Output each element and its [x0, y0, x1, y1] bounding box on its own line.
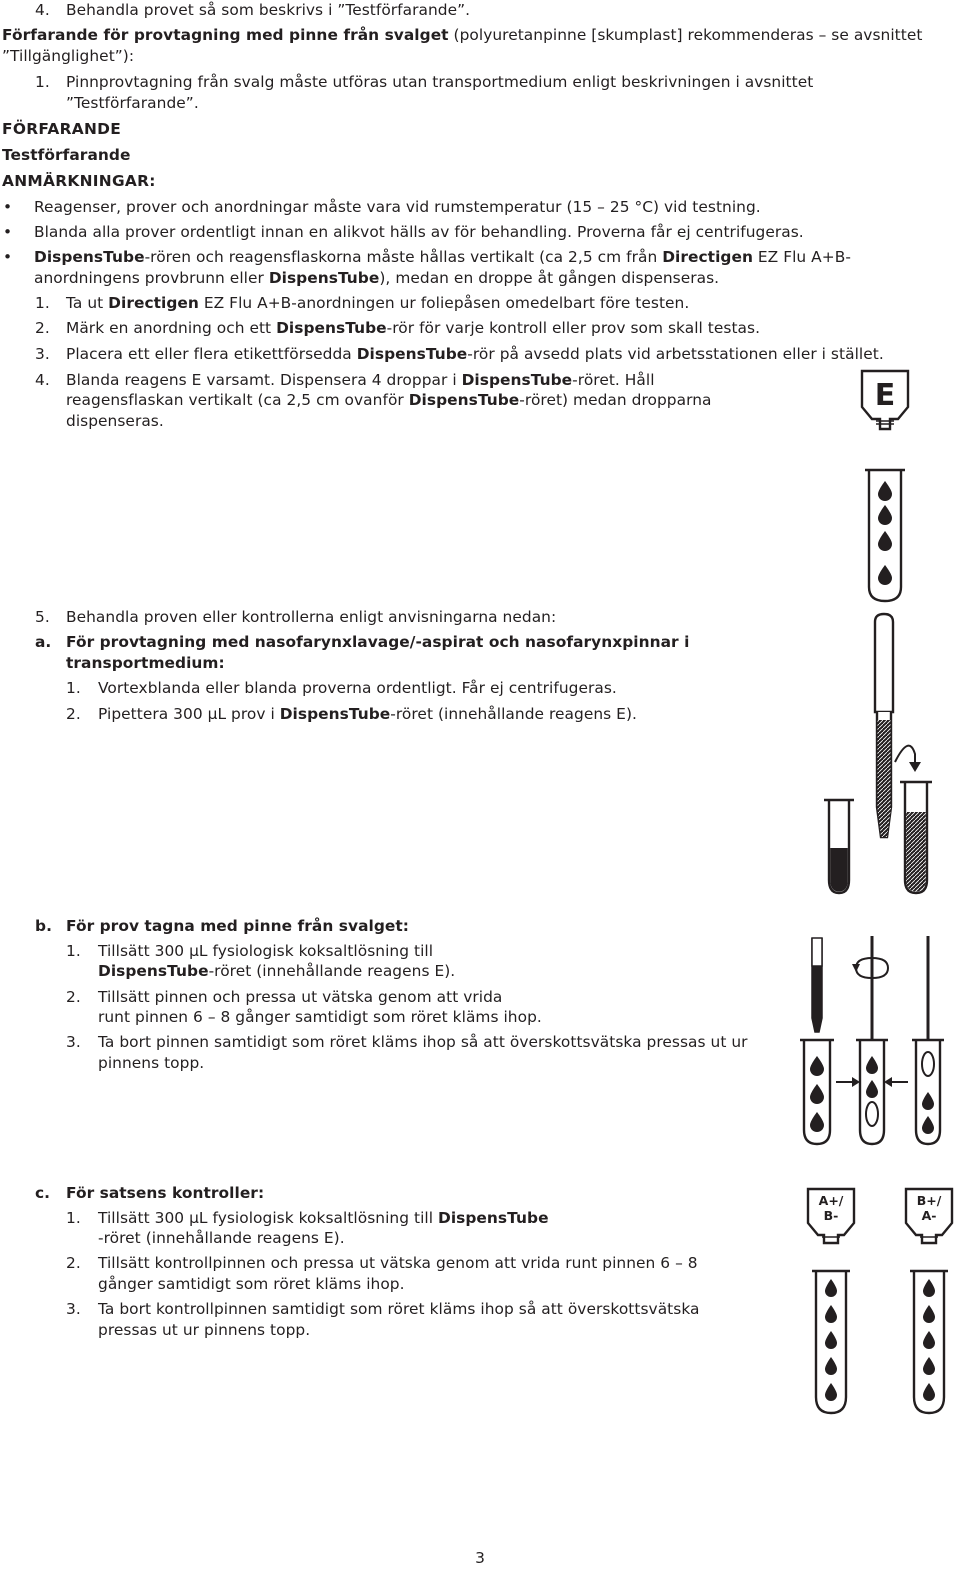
- bullet: •: [3, 223, 13, 241]
- pipette-figure: [815, 612, 935, 897]
- heading-procedure: FÖRFARANDE: [2, 120, 122, 138]
- section-a-item-1-text: Vortexblanda eller blanda proverna ordentligt. Får ej centrifugeras.: [98, 679, 617, 697]
- section-c-item-3-line2: pressas ut ur pinnens topp.: [98, 1321, 311, 1339]
- step-1-a: Ta ut: [66, 294, 109, 312]
- bullet: •: [3, 198, 13, 216]
- section-b-item-2-line1: Tillsätt pinnen och pressa ut vätska genom att vrida: [98, 988, 503, 1006]
- reagent-e-figure: [850, 365, 920, 605]
- section-b-item-1-line1: Tillsätt 300 µL fysiologisk koksaltlösning till: [98, 942, 434, 960]
- step-2-c: -rör för varje kontroll eller prov som skall testas.: [386, 319, 761, 337]
- control-figure: [800, 1185, 960, 1417]
- section-c-item-1-line2: -röret (innehållande reagens E).: [98, 1229, 345, 1247]
- section-a-item-1-number: 1.: [66, 679, 81, 697]
- step-4-number: 4.: [35, 1, 50, 19]
- step-1-number: 1.: [35, 294, 50, 312]
- section-c-item-3-line1: Ta bort kontrollpinnen samtidigt som röret kläms ihop så att överskottsvätska: [98, 1300, 700, 1318]
- throat-heading-cont: ”Tillgänglighet”):: [2, 47, 135, 65]
- section-b-item-1-line2: [98, 961, 455, 981]
- step-2-a: Märk en anordning och ett: [66, 319, 277, 337]
- step-3-text: [66, 344, 884, 364]
- section-a-letter: a.: [35, 633, 52, 651]
- section-a-item-2-term: DispensTube: [279, 705, 391, 723]
- swab-figure: [790, 932, 958, 1152]
- step-1-brand: Directigen: [108, 294, 199, 312]
- section-a-title-line1: För provtagning med nasofarynxlavage/-aspirat och nasofarynxpinnar i: [66, 633, 690, 651]
- control-negative-label-2: A-: [921, 1208, 937, 1223]
- note-1: Reagenser, prover och anordningar måste vara vid rumstemperatur (15 – 25 °C) vid testning.: [34, 198, 761, 216]
- section-c-letter: c.: [35, 1184, 51, 1202]
- control-positive-label-2: B-: [823, 1208, 839, 1223]
- step-4b-line3: dispenseras.: [66, 412, 164, 430]
- step-4-text: Behandla provet så som beskrivs i ”Testförfarande”.: [66, 1, 471, 19]
- step-4b-l1a: Blanda reagens E varsamt. Dispensera 4 droppar i: [66, 371, 462, 389]
- step-3-c: -rör på avsedd plats vid arbetsstationen eller i stället.: [467, 345, 884, 363]
- section-b-item-3-line2: pinnens topp.: [98, 1054, 205, 1072]
- section-c-item-1-line1: [98, 1208, 549, 1228]
- section-b-item-3-line1: Ta bort pinnen samtidigt som röret kläms ihop så att överskottsvätska pressas ut ur: [98, 1033, 748, 1051]
- step-1-text: [66, 293, 689, 313]
- note-3-line1: [34, 247, 851, 267]
- note-3-cont-text: anordningens provbrunn eller: [34, 269, 269, 287]
- step-3-term: DispensTube: [356, 345, 468, 363]
- step-4b-l1-term: DispensTube: [461, 371, 573, 389]
- section-c-item-1-term: DispensTube: [438, 1209, 549, 1227]
- step-2-term: DispensTube: [276, 319, 387, 337]
- step-5-number: 5.: [35, 608, 50, 626]
- step-2-text: [66, 318, 760, 338]
- section-b-item-1-rest: -röret (innehållande reagens E).: [208, 962, 456, 980]
- section-a-item-2-text: [98, 704, 637, 724]
- reagent-e-label: E: [874, 378, 896, 413]
- section-b-item-1-number: 1.: [66, 942, 81, 960]
- section-b-item-2-line2: runt pinnen 6 – 8 gånger samtidigt som röret kläms ihop.: [98, 1008, 542, 1026]
- step-3-a: Placera ett eller flera etikettförsedda: [66, 345, 357, 363]
- step-4b-line2: [66, 390, 712, 410]
- note-2: Blanda alla prover ordentligt innan en alikvot hälls av för behandling. Proverna får ej centrifugeras.: [34, 223, 804, 241]
- section-b-letter: b.: [35, 917, 52, 935]
- note-3-brand: Directigen: [662, 248, 753, 266]
- control-positive-label-1: A+/: [818, 1193, 844, 1208]
- note-3-text-end: EZ Flu A+B-: [752, 248, 851, 266]
- step-3-number: 3.: [35, 345, 50, 363]
- step-4b-l1c: -röret. Håll: [572, 371, 655, 389]
- section-a-title-line2: transportmedium:: [66, 654, 225, 672]
- section-a-item-2-a: Pipettera 300 µL prov i: [98, 705, 280, 723]
- note-3-cont-end: ), medan en droppe åt gången dispenseras.: [379, 269, 720, 287]
- throat-heading-bold: Förfarande för provtagning med pinne från svalget: [2, 26, 449, 44]
- step-1-c: EZ Flu A+B-anordningen ur foliepåsen omedelbart före testen.: [198, 294, 690, 312]
- section-c-item-2-line1: Tillsätt kontrollpinnen och pressa ut vätska genom att vrida runt pinnen 6 – 8: [98, 1254, 698, 1272]
- section-b-title: För prov tagna med pinne från svalget:: [66, 917, 410, 935]
- note-3-term: DispensTube: [34, 248, 145, 266]
- section-b-item-3-number: 3.: [66, 1033, 81, 1051]
- section-b-item-2-number: 2.: [66, 988, 81, 1006]
- step-2-number: 2.: [35, 319, 50, 337]
- section-b-item-1-term: DispensTube: [98, 962, 209, 980]
- step-4b-l2c: -röret) medan dropparna: [519, 391, 712, 409]
- throat-item-1-line2: ”Testförfarande”.: [66, 94, 199, 112]
- section-c-title: För satsens kontroller:: [66, 1184, 265, 1202]
- section-a-item-2-number: 2.: [66, 705, 81, 723]
- section-a-item-2-c: -röret (innehållande reagens E).: [390, 705, 637, 723]
- note-3-text: -rören och reagensflaskorna måste hållas vertikalt (ca 2,5 cm från: [144, 248, 663, 266]
- step-4b-l2a: reagensflaskan vertikalt (ca 2,5 cm ovanför: [66, 391, 409, 409]
- heading-notes: ANMÄRKNINGAR:: [2, 172, 156, 190]
- control-negative-label-1: B+/: [916, 1193, 942, 1208]
- step-4b-number: 4.: [35, 371, 50, 389]
- throat-item-1-line1: Pinnprovtagning från svalg måste utföras utan transportmedium enligt beskrivningen i avsnittet: [66, 73, 814, 91]
- section-c-item-2-line2: gånger samtidigt som röret kläms ihop.: [98, 1275, 405, 1293]
- step-4b-l2-term: DispensTube: [408, 391, 520, 409]
- heading-test-procedure: Testförfarande: [2, 146, 131, 164]
- note-3-line2: [34, 268, 719, 288]
- section-c-item-1-a: Tillsätt 300 µL fysiologisk koksaltlösning till: [98, 1209, 438, 1227]
- section-c-item-1-number: 1.: [66, 1209, 81, 1227]
- step-5-text: Behandla proven eller kontrollerna enligt anvisningarna nedan:: [66, 608, 557, 626]
- section-c-item-2-number: 2.: [66, 1254, 81, 1272]
- note-3-cont-term: DispensTube: [268, 269, 380, 287]
- section-c-item-3-number: 3.: [66, 1300, 81, 1318]
- step-4b-line1: [66, 370, 655, 390]
- throat-swab-heading: [2, 25, 922, 45]
- throat-item-1-number: 1.: [35, 73, 50, 91]
- page-number: 3: [475, 1549, 485, 1567]
- throat-heading-rest: (polyuretanpinne [skumplast] rekommenderas – se avsnittet: [448, 26, 923, 44]
- bullet: •: [3, 248, 13, 266]
